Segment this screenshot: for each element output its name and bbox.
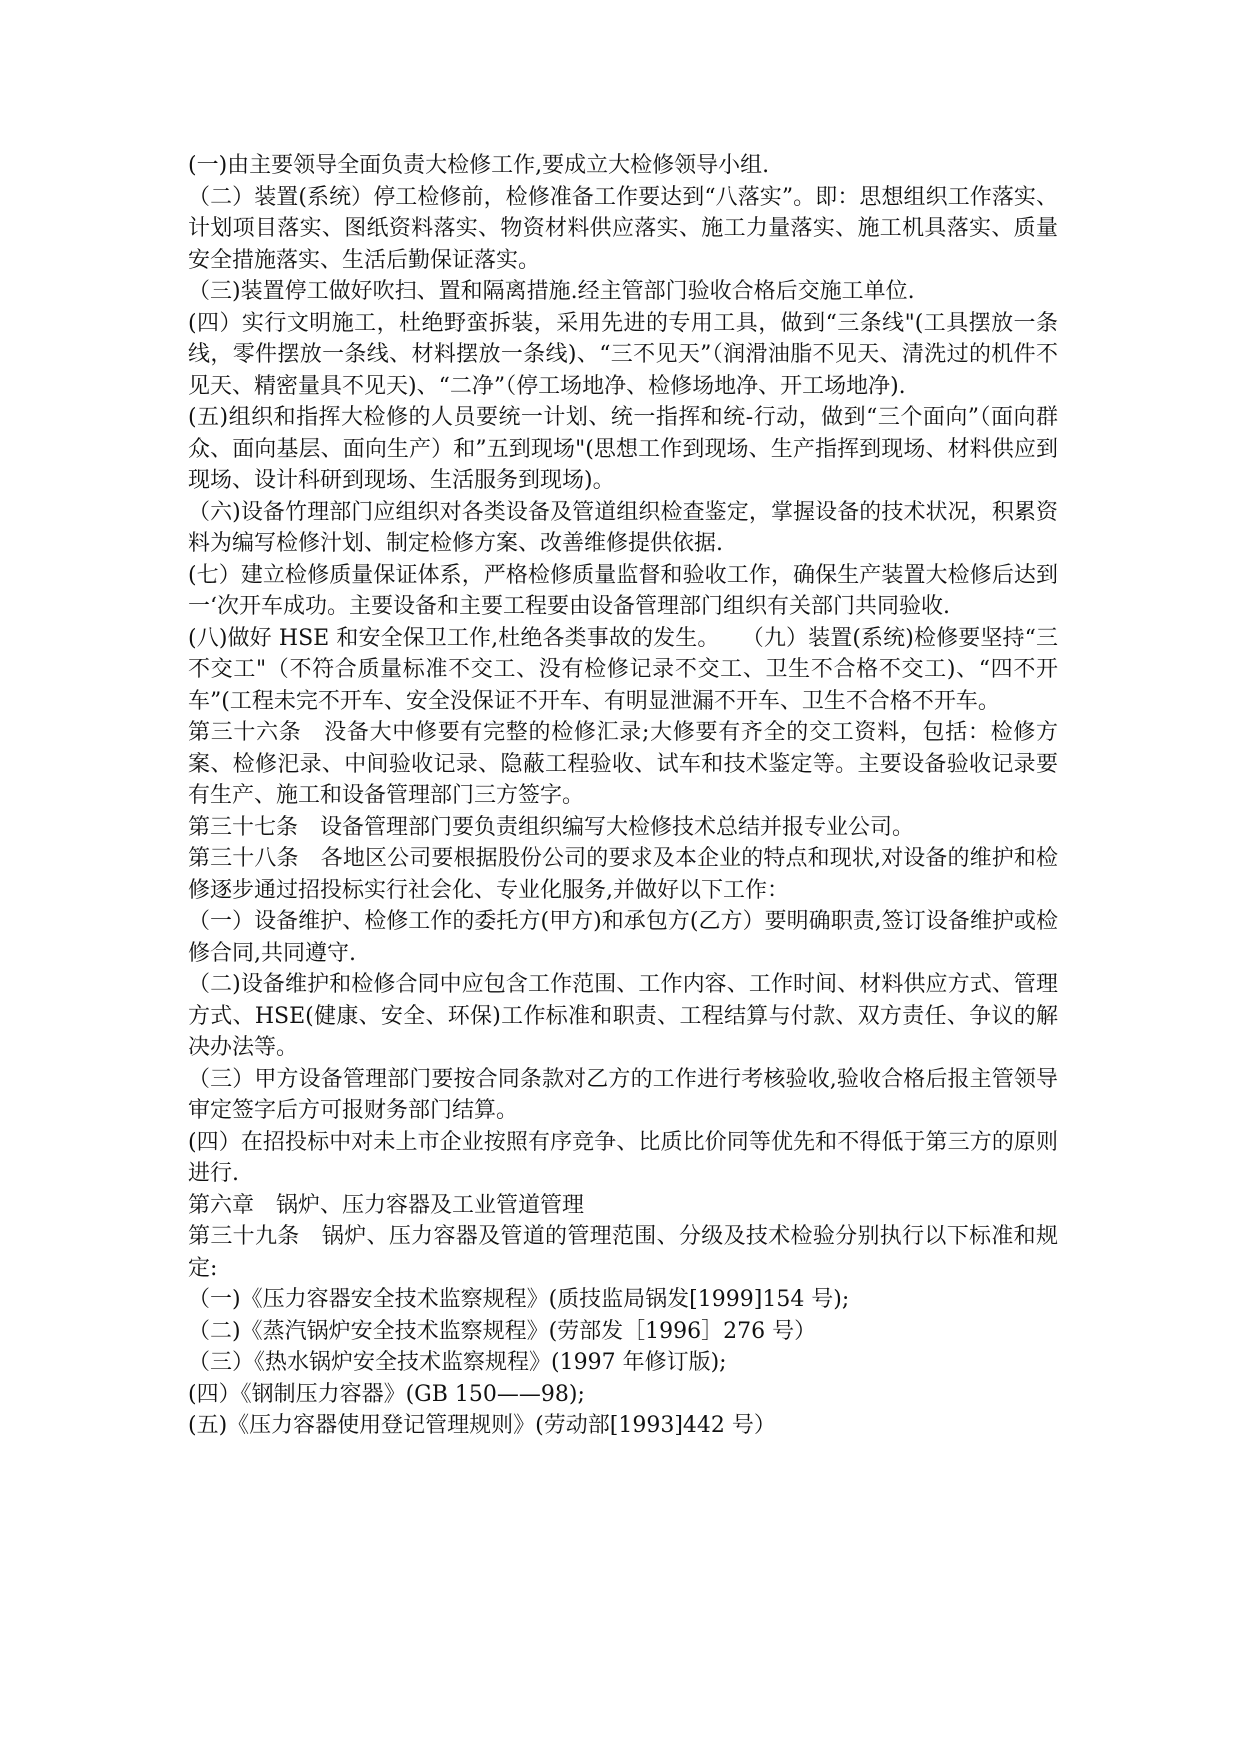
paragraph-9: 第三十六条 没备大中修要有完整的检修汇录;大修要有齐全的交工资料，包括：检修方案、检修汜录、中间验收记录、隐蔽工程验收、试车和技术鉴定等。主要设备验收记录要有生产、施工和设备管理部门三方签字。 <box>188 720 1058 808</box>
paragraph-12: （一）设备维护、检修工作的委托方(甲方)和承包方(乙方）要明确职责,签订设备维护或检修合同,共同遵守. <box>188 909 1058 966</box>
paragraph-8: (八)做好 HSE 和安全保卫工作,杜绝各类事故的发生。 （九）装置(系统)检修要坚持“三不交工"（不符合质量标准不交工、没有检修记录不交工、卫生不合格不交工)、“四不开车”(工程未完不开车、安全没保证不开车、有明显泄漏不开车、卫生不合格不开车。 <box>188 625 1058 714</box>
paragraph-2: （二）装置(系统）停工检修前，检修准备工作要达到“八落实”。即：思想组织工作落实、计划项目落实、图纸资料落实、物资材料供应落实、施工力量落实、施工机具落实、质量安全措施落实、生活后勤保证落实。 <box>188 184 1058 273</box>
paragraph-3: （三)装置停工做好吹扫、置和隔离措施.经主管部门验收合格后交施工单位. <box>188 279 915 304</box>
document-body <box>188 150 1058 1442</box>
regulation-item-4: (四）《钢制压力容器》(GB 150——98); <box>188 1381 585 1407</box>
regulation-item-2: （二)《蒸汽锅炉安全技术监察规程》(劳部发［1996］276 号） <box>188 1318 817 1344</box>
regulation-item-3: （三）《热水锅炉安全技术监察规程》(1997 年修订版); <box>188 1350 727 1375</box>
chapter-heading: 第六章 锅炉、压力容器及工业管道管理 <box>188 1192 585 1218</box>
paragraph-14: （三）甲方设备管理部门要按合同条款对乙方的工作进行考核验收,验收合格后报主管领导审定签字后方可报财务部门结算。 <box>188 1066 1058 1123</box>
paragraph-1: (一)由主要领导全面负责大检修工作,要成立大检修领导小组. <box>188 153 770 178</box>
paragraph-17: 第三十九条 锅炉、压力容器及管道的管理范围、分级及技术检验分别执行以下标准和规定: <box>188 1224 1058 1281</box>
paragraph-5: (五)组织和指挥大检修的人员要统一计划、统一指挥和统-行动，做到“三个面向”（面向群众、面向基层、面向生产）和”五到现场"(思想工作到现场、生产指挥到现场、材料供应到现场、设计科研到现场、生活服务到现场)。 <box>188 405 1058 493</box>
regulation-item-1: （一)《压力容器安全技术监察规程》(质技监局锅发[1999]154 号); <box>188 1287 850 1312</box>
paragraph-4: (四）实行文明施工，杜绝野蛮拆装，采用先进的专用工具，做到“三条线"(工具摆放一条线，零件摆放一条线、材料摆放一条线)、“三不见天”（润滑油脂不见天、清洗过的机件不见天、精密量具不见天)、“二净”（停工场地净、检修场地净、开工场地净). <box>188 310 1058 399</box>
paragraph-7: (七）建立检修质量保证体系，严格检修质量监督和验收工作，确保生产装置大检修后达到一‘次开车成功。主要设备和主要工程要由设备管理部门组织有关部门共同验收. <box>188 562 1058 619</box>
paragraph-6: （六)设备竹理部门应组织对各类设备及管道组织检查鉴定，掌握设备的技术状况，积累资料为编写检修汁划、制定检修方案、改善维修提供依据. <box>188 499 1058 556</box>
paragraph-15: (四）在招投标中对未上市企业按照有序竞争、比质比价同等优先和不得低于第三方的原则进行. <box>188 1129 1058 1186</box>
paragraph-13: （二)设备维护和检修合同中应包含工作范围、工作内容、工作时间、材料供应方式、管理方式、HSE(健康、安全、环保)工作标准和职责、工程结算与付款、双方责任、争议的解决办法等。 <box>188 972 1058 1060</box>
paragraph-10: 第三十七条 设备管理部门要负责组织编写大检修技术总结并报专业公司。 <box>188 814 915 840</box>
paragraph-11: 第三十八条 各地区公司要根据股份公司的要求及本企业的特点和现状,对设备的维护和检修逐步通过招投标实行社会化、专业化服务,并做好以下工作： <box>188 846 1058 903</box>
regulation-item-5: (五)《压力容器使用登记管理规则》(劳动部[1993]442 号） <box>188 1413 776 1438</box>
